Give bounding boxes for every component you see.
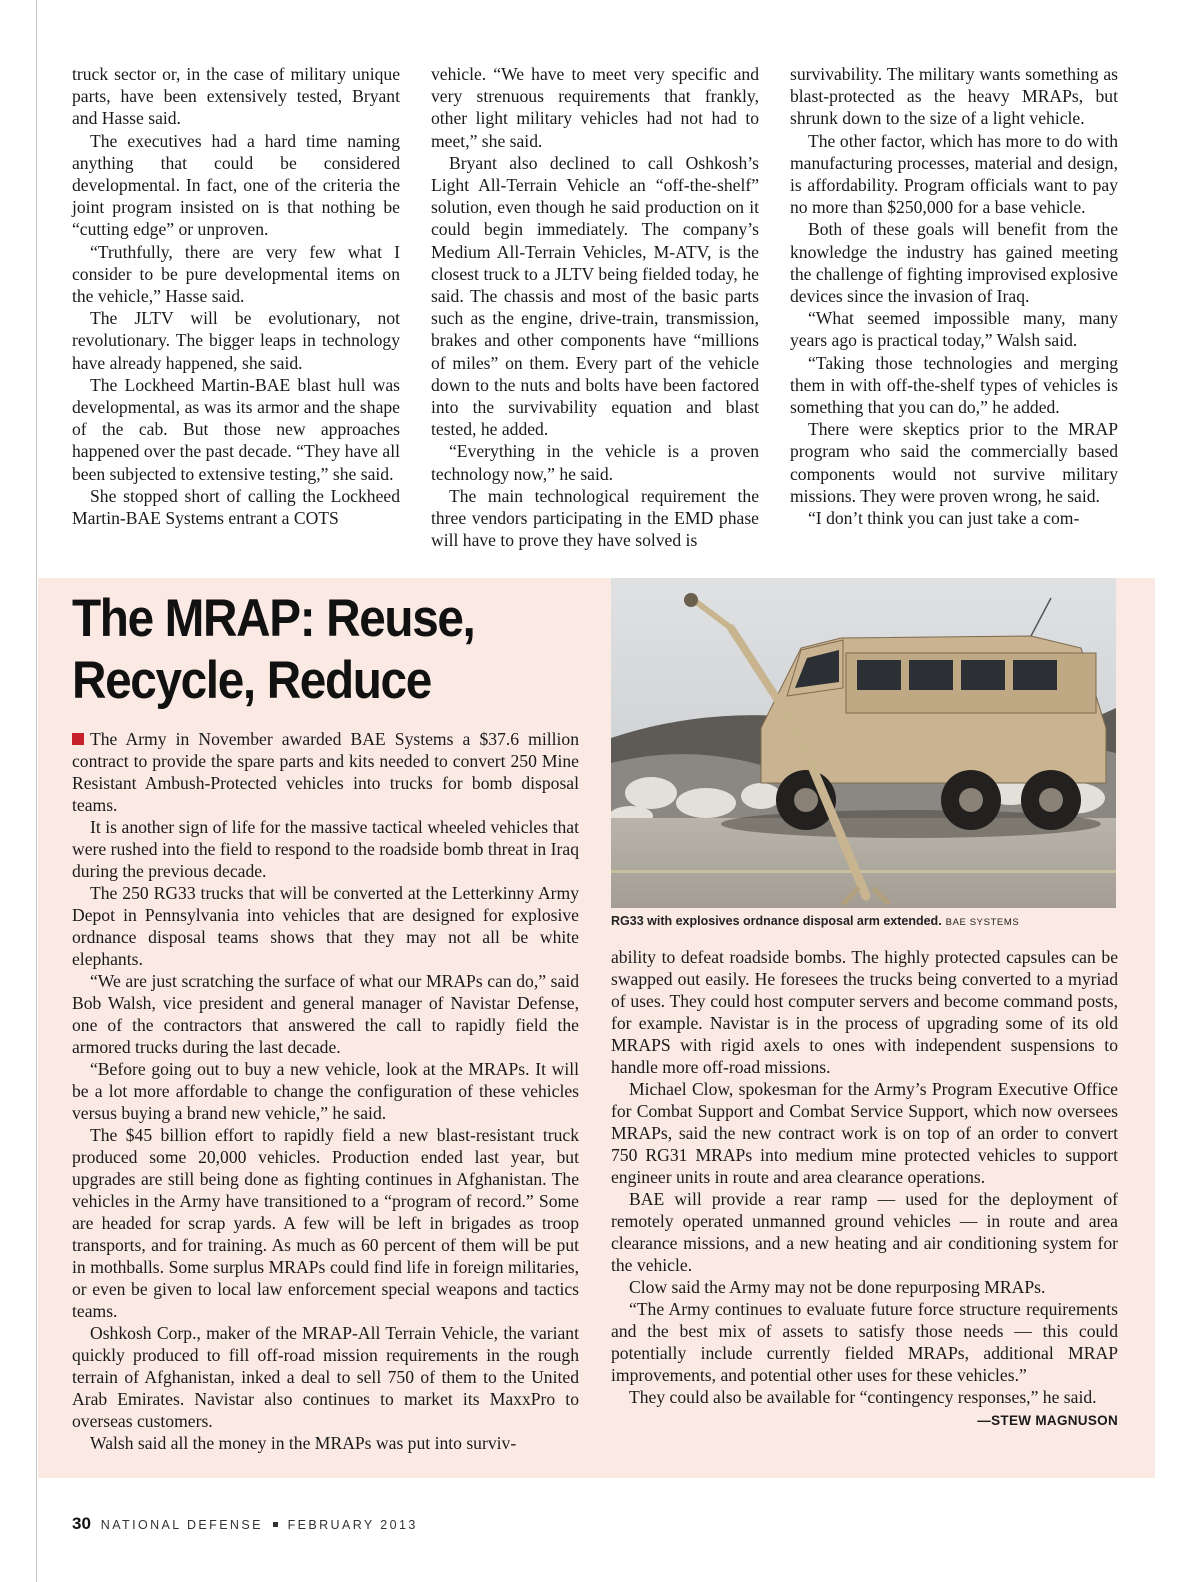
paragraph: ability to defeat roadside bombs. The highly protected capsules can be swapped out easily. He foresees the trucks being converted to a myriad of uses. They could host computer servers and become command posts, for example. Navistar is in the process of upgrading some of its old MRAPS with rigid axels to ones with independent suspensions to handle more off-road missions. <box>611 947 1118 1077</box>
photo-credit: BAE SYSTEMS <box>945 917 1020 928</box>
sidebar-column-right <box>611 946 1118 1432</box>
rg33-vehicle-illustration <box>611 578 1116 908</box>
sidebar-column-left <box>72 728 579 1454</box>
article-column-3 <box>790 63 1118 529</box>
paragraph: The executives had a hard time naming anything that could be considered developmental. In fact, one of the criteria the joint program insisted on is that nothing be “cutting edge” or unproven. <box>72 130 400 240</box>
lead-text: The Army in November awarded BAE Systems a $37.6 million contract to provide the spare parts and kits needed to convert 250 Mine Resistant Ambush-Protected vehicles into trucks for bomb disposal teams. <box>72 729 579 815</box>
paragraph: truck sector or, in the case of military unique parts, have been extensively tested, Bryant and Hasse said. <box>72 64 400 129</box>
paragraph: They could also be available for “contingency responses,” he said. <box>629 1387 1097 1407</box>
red-square-bullet-icon <box>72 733 84 745</box>
paragraph: Michael Clow, spokesman for the Army’s Program Executive Office for Combat Support and Combat Service Support, which now oversees MRAPs, said the new contract work is on top of an order to convert 750 RG31 MRAPs into medium mine protected vehicles to support engineer units in route and area clearance operations. <box>611 1079 1118 1187</box>
byline: —STEW MAGNUSON <box>977 1413 1118 1428</box>
paragraph <box>72 728 579 816</box>
caption-text: RG33 with explosives ordnance disposal arm extended. <box>611 914 942 928</box>
paragraph: “Before going out to buy a new vehicle, look at the MRAPs. It will be a lot more affordable to change the configuration of these vehicles versus buying a brand new vehicle,” he said. <box>72 1059 579 1123</box>
paragraph: “The Army continues to evaluate future force structure requirements and the best mix of assets to satisfy those needs — this could potentially include currently fielded MRAPs, additional MRAP improvements, and potential other uses for these vehicles.” <box>611 1299 1118 1385</box>
sidebar-box <box>38 578 1155 1478</box>
paragraph: Walsh said all the money in the MRAPs was put into surviv- <box>90 1433 517 1453</box>
paragraph: The JLTV will be evolutionary, not revolutionary. The bigger leaps in technology have already happened, she said. <box>72 308 400 373</box>
paragraph: “We are just scratching the surface of what our MRAPs can do,” said Bob Walsh, vice president and general manager of Navistar Defense, one of the contractors that answered the call to rapidly field the armored trucks during the last decade. <box>72 971 579 1057</box>
paragraph: The main technological requirement the three vendors participating in the EMD phase will have to prove they have solved is <box>431 485 759 551</box>
sidebar-title: The MRAP: Reuse, Recycle, Reduce <box>72 589 475 710</box>
page-footer <box>72 1514 418 1534</box>
paragraph: Clow said the Army may not be done repurposing MRAPs. <box>629 1277 1046 1297</box>
paragraph: “Truthfully, there are very few what I consider to be pure developmental items on the vehicle,” Hasse said. <box>72 241 400 307</box>
page-edge-rule <box>36 0 37 1582</box>
article-column-2 <box>431 63 759 551</box>
publication-name: NATIONAL DEFENSE <box>100 1518 263 1532</box>
paragraph: “Everything in the vehicle is a proven technology now,” he said. <box>431 441 759 484</box>
paragraph: There were skeptics prior to the MRAP program who said the commercially based components would not survive military missions. They were proven wrong, he said. <box>790 419 1118 506</box>
paragraph: It is another sign of life for the massive tactical wheeled vehicles that were rushed into the field to respond to the roadside bomb threat in Iraq during the previous decade. <box>72 817 579 881</box>
photo-caption <box>611 914 1121 928</box>
paragraph: Oshkosh Corp., maker of the MRAP-All Terrain Vehicle, the variant quickly produced to fill off-road mission requirements in the rough terrain of Afghanistan, inked a deal to sell 750 of them to the United Arab Emirates. Navistar also continues to market its MaxxPro to overseas customers. <box>72 1323 579 1431</box>
article-column-1 <box>72 63 400 529</box>
separator-square-icon <box>273 1522 278 1527</box>
vehicle-photo <box>611 578 1116 908</box>
paragraph: The $45 billion effort to rapidly field a new blast-resistant truck produced some 20,000 vehicles. Production ended last year, but upgrades are still being done as fighting continues in Afghanistan. The vehicles in the Army have transitioned to a “program of record.” Some are headed for scrap yards. A few will be left in brigades as troop transports, and for training. As much as 60 percent of them will be put in mothballs. Some surplus MRAPs could find life in foreign militaries, or even be given to local law enforcement special weapons and tactics teams. <box>72 1125 579 1321</box>
paragraph: “What seemed impossible many, many years ago is practical today,” Walsh said. <box>790 308 1118 351</box>
paragraph: Bryant also declined to call Oshkosh’s Light All-Terrain Vehicle an “off-the-shelf” solution, even though he said production on it could begin immediately. The company’s Medium All-Terrain Vehicles, M-ATV, is the closest truck to a JLTV being fielded today, he said. The chassis and most of the basic parts such as the engine, drive-train, transmission, brakes and other components have “millions of miles” on them. Every part of the vehicle down to the nuts and bolts have been factored into the survivability equation and blast tested, he added. <box>431 152 759 440</box>
paragraph: BAE will provide a rear ramp — used for the deployment of remotely operated unmanned ground vehicles — in route and area clearance missions, and a new heating and air conditioning system for the vehicle. <box>611 1189 1118 1275</box>
paragraph: The Lockheed Martin-BAE blast hull was developmental, as was its armor and the shape of the cab. But those new approaches happened over the past decade. “They have all been subjected to extensive testing,” she said. <box>72 374 400 484</box>
paragraph: The other factor, which has more to do with manufacturing processes, material and design, is affordability. Program officials want to pay no more than $250,000 for a base vehicle. <box>790 130 1118 218</box>
paragraph: “I don’t think you can just take a com- <box>808 508 1080 529</box>
paragraph: “Taking those technologies and merging them in with off-the-shelf types of vehicles is something that you can do,” he added. <box>790 352 1118 418</box>
paragraph: vehicle. “We have to meet very specific and very strenuous requirements that frankly, other light military vehicles had not had to meet,” she said. <box>431 64 759 151</box>
paragraph: The 250 RG33 trucks that will be converted at the Letterkinny Army Depot in Pennsylvania into vehicles that are designed for explosive ordnance disposal teams shows that they may not all be white elephants. <box>72 883 579 969</box>
paragraph: Both of these goals will benefit from the knowledge the industry has gained meeting the challenge of fighting improvised explosive devices since the invasion of Iraq. <box>790 219 1118 307</box>
issue-date: FEBRUARY 2013 <box>287 1518 418 1532</box>
paragraph: survivability. The military wants something as blast-protected as the heavy MRAPs, but shrunk down to the size of a light vehicle. <box>790 64 1118 129</box>
paragraph: She stopped short of calling the Lockheed Martin-BAE Systems entrant a COTS <box>72 485 400 529</box>
page-number: 30 <box>72 1514 91 1533</box>
